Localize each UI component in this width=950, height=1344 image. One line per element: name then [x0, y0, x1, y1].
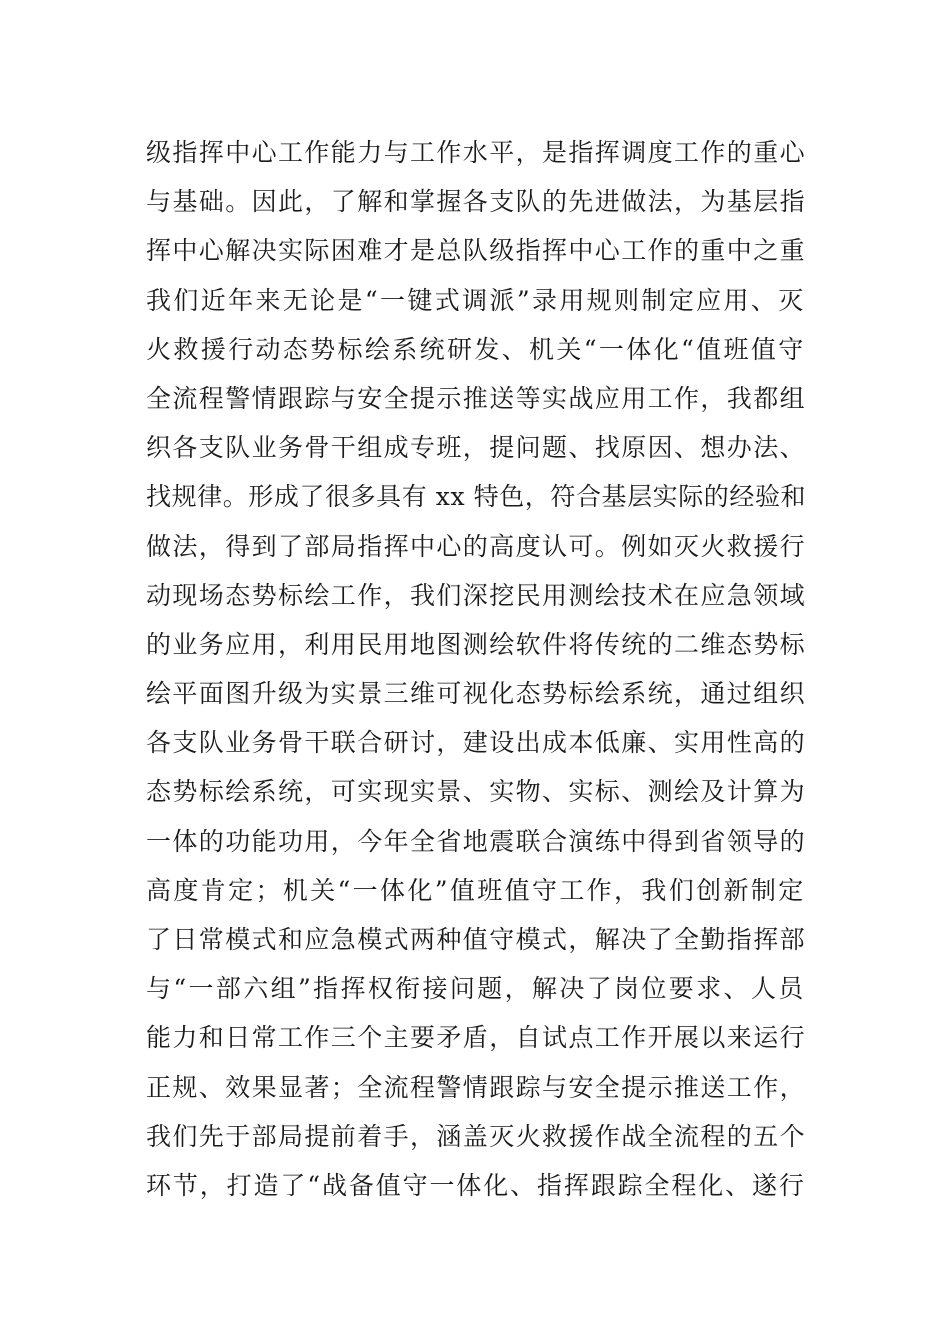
- text-line-7: 织各支队业务骨干组成专班，提问题、找原因、想办法、: [146, 433, 807, 463]
- text-line-11: 的业务应用，利用民用地图测绘软件将传统的二维态势标: [146, 629, 807, 659]
- text-line-4: 我们近年来无论是“一键式调派”录用规则制定应用、灭: [146, 285, 806, 315]
- text-line-18: 与“一部六组”指挥权衔接问题，解决了岗位要求、人员: [146, 974, 806, 1004]
- text-line-21: 我们先于部局提前着手，涵盖灭火救援作战全流程的五个: [146, 1121, 807, 1151]
- text-line-9: 做法，得到了部局指挥中心的高度认可。例如灭火救援行: [146, 531, 807, 561]
- text-line-17: 了日常模式和应急模式两种值守模式，解决了全勤指挥部: [146, 925, 807, 954]
- text-line-19: 能力和日常工作三个主要矛盾，自试点工作开展以来运行: [146, 1023, 807, 1053]
- text-line-6: 全流程警情跟踪与安全提示推送等实战应用工作，我都组: [146, 383, 807, 413]
- text-line-20: 正规、效果显著；全流程警情跟踪与安全提示推送工作，: [146, 1072, 807, 1102]
- text-line-3: 挥中心解决实际困难才是总队级指挥中心工作的重中之重: [146, 236, 807, 266]
- text-line-14: 态势标绘系统，可实现实景、实物、实标、测绘及计算为: [146, 777, 807, 807]
- text-line-2: 与基础。因此，了解和掌握各支队的先进做法，为基层指: [146, 187, 807, 217]
- text-line-15: 一体的功能功用，今年全省地震联合演练中得到省领导的: [146, 826, 807, 856]
- body-text: [146, 128, 806, 1210]
- text-line-5: 火救援行动态势标绘系统研发、机关“一体化“值班值守: [146, 334, 806, 364]
- text-line-12: 绘平面图升级为实景三维可视化态势标绘系统，通过组织: [146, 679, 807, 709]
- text-line-8: 找规律。形成了很多具有 xx 特色，符合基层实际的经验和: [146, 482, 807, 512]
- text-line-10: 动现场态势标绘工作，我们深挖民用测绘技术在应急领域: [146, 580, 807, 610]
- text-line-22: 环节，打造了“战备值守一体化、指挥跟踪全程化、遂行: [146, 1170, 806, 1200]
- text-line-1: 级指挥中心工作能力与工作水平，是指挥调度工作的重心: [146, 138, 807, 167]
- text-line-13: 各支队业务骨干联合研讨，建设出成本低廉、实用性高的: [146, 728, 807, 758]
- text-line-16: 高度肯定；机关“一体化”值班值守工作，我们创新制定: [146, 875, 806, 905]
